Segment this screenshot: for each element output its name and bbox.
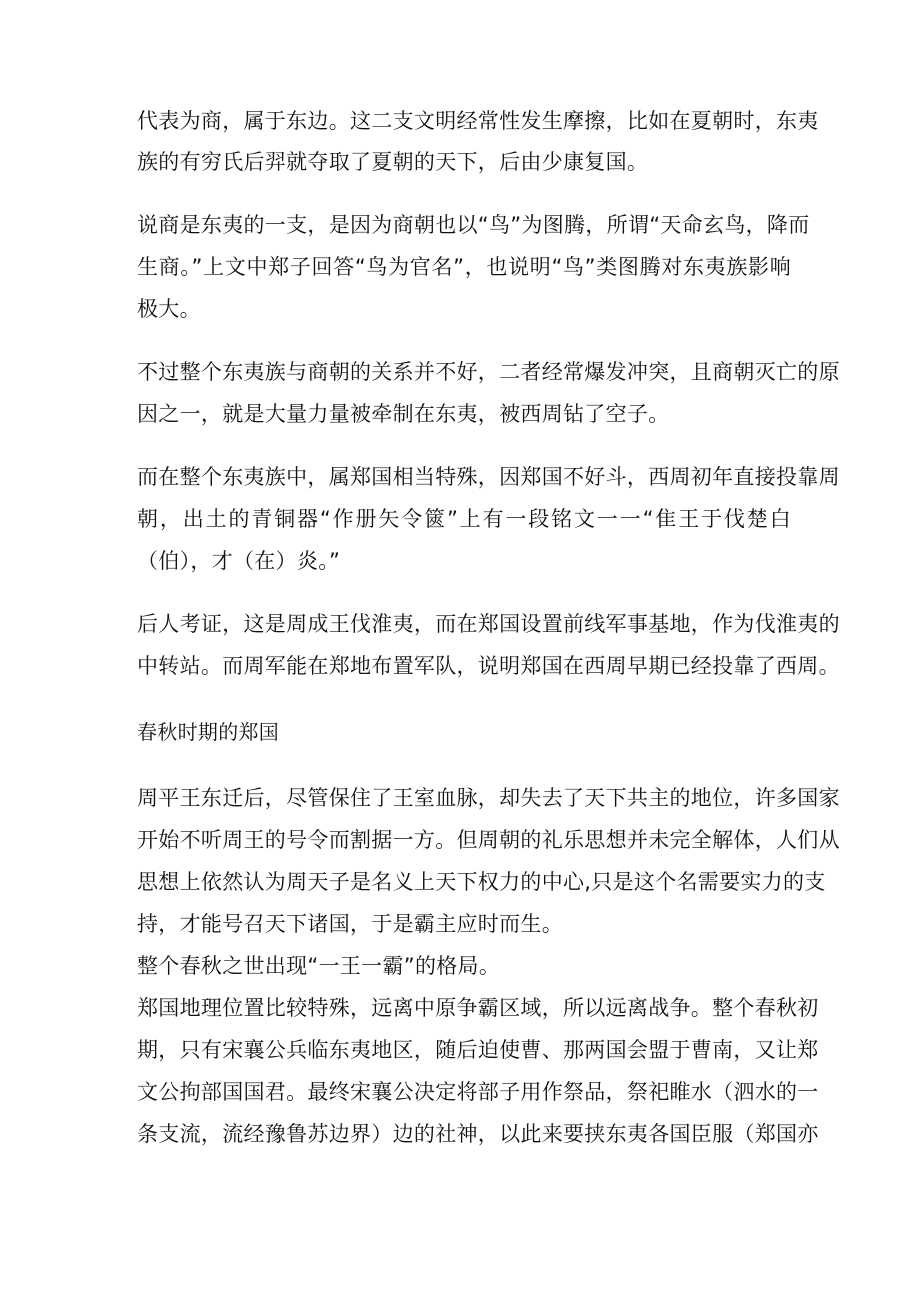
text-line: 不过整个东夷族与商朝的关系并不好，二者经常爆发冲突，且商朝灭亡的原 <box>137 360 840 384</box>
text-line: 朝，出土的青铜器“作册矢令篋”上有一段铭文一一“隹王于伐楚白 <box>137 507 791 531</box>
heading-text: 春秋时期的郑国 <box>137 720 280 744</box>
text-line: 中转站。而周军能在郑地布置军队，说明郑国在西周早期已经投靠了西周。 <box>137 654 840 678</box>
text-line: 族的有穷氏后羿就夺取了夏朝的天下，后由少康复国。 <box>137 150 649 174</box>
text-line: 周平王东迁后，尽管保住了王室血脉，却失去了天下共主的地位，许多国家 <box>137 786 840 810</box>
text-line: 持，才能号召天下诸国，于是霸主应时而生。 <box>137 912 563 936</box>
text-line: 郑国地理位置比较特殊，远离中原争霸区域，所以远离战争。整个春秋初 <box>137 996 819 1020</box>
text-line: 文公拘部国国君。最终宋襄公决定将部子用作祭品，祭祀睢水（泗水的一 <box>137 1080 819 1104</box>
text-line: 生商。”上文中郑子回答“鸟为官名”，也说明“鸟”类图腾对东夷族影响 <box>137 255 791 279</box>
text-line: （伯），才（在）炎。” <box>137 549 341 573</box>
text-line: 思想上依然认为周天子是名义上天下权力的中心,只是这个名需要实力的支 <box>137 870 826 894</box>
text-line: 因之一，就是大量力量被牵制在东夷，被西周钻了空子。 <box>137 402 670 426</box>
text-line: 整个春秋之世出现“一王一霸”的格局。 <box>137 954 501 978</box>
text-line: 而在整个东夷族中，属郑国相当特殊，因郑国不好斗，西周初年直接投靠周 <box>137 465 840 489</box>
text-line: 期，只有宋襄公兵临东夷地区，随后迫使曹、那两国会盟于曹南，又让郑 <box>137 1038 819 1062</box>
text-line: 极大。 <box>137 297 201 321</box>
text-line: 后人考证，这是周成王伐淮夷，而在郑国设置前线军事基地，作为伐淮夷的 <box>137 612 840 636</box>
text-line: 条支流，流经豫鲁苏边界）边的社神，以此来要挟东夷各国臣服（郑国亦 <box>137 1122 819 1146</box>
text-line: 开始不听周王的号令而割据一方。但周朝的礼乐思想并未完全解体，人们从 <box>137 828 840 852</box>
text-line: 代表为商，属于东边。这二支文明经常性发生摩擦，比如在夏朝时，东夷 <box>137 109 819 133</box>
text-line: 说商是东夷的一支，是因为商朝也以“鸟”为图腾，所谓“天命玄鸟，降而 <box>137 213 810 237</box>
